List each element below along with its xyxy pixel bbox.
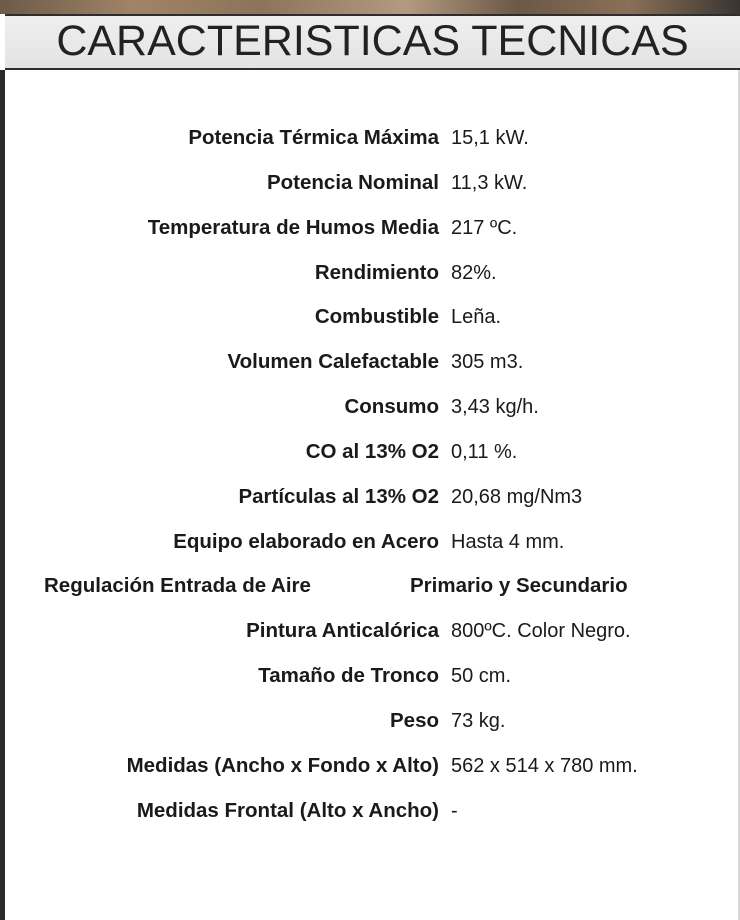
spec-label: Rendimiento [314, 260, 439, 284]
spec-value: 15,1 kW. [451, 127, 529, 149]
spec-value: 73 kg. [451, 709, 506, 732]
spec-value: 217 ºC. [451, 216, 518, 239]
spec-row [0, 340, 740, 385]
spec-row [0, 430, 740, 475]
spec-label: Consumo [344, 395, 439, 419]
spec-row [0, 744, 740, 789]
spec-label: Medidas (Ancho x Fondo x Alto) [126, 753, 439, 777]
spec-label: Volumen Calefactable [227, 350, 439, 374]
spec-row [0, 699, 740, 744]
spec-row [0, 116, 740, 161]
spec-row [0, 295, 740, 340]
spec-row [0, 609, 740, 654]
spec-row [0, 251, 740, 296]
specs-table [0, 116, 740, 834]
spec-value: 3,43 kg/h. [451, 396, 539, 419]
spec-row [0, 564, 740, 609]
spec-value: 11,3 kW. [451, 171, 528, 194]
page-title: CARACTERISTICAS TECNICAS [56, 17, 689, 65]
spec-label: Potencia Nominal [266, 170, 439, 194]
spec-label: Equipo elaborado en Acero [173, 529, 439, 553]
spec-value: 0,11 %. [451, 440, 518, 463]
spec-label: Partículas al 13% O2 [238, 484, 439, 508]
spec-label: Regulación Entrada de Aire [44, 574, 311, 598]
spec-value: 562 x 514 x 780 mm. [451, 754, 638, 777]
spec-value: 20,68 mg/Nm3 [451, 485, 583, 508]
spec-label: Peso [390, 708, 439, 732]
spec-row [0, 654, 740, 699]
spec-value: 800ºC. Color Negro. [451, 620, 631, 643]
spec-value: 305 m3. [451, 351, 524, 374]
spec-value: 82%. [451, 261, 497, 284]
spec-row [0, 475, 740, 520]
spec-row [0, 789, 740, 834]
spec-label: Potencia Térmica Máxima [188, 126, 439, 149]
header-background-image [0, 0, 740, 14]
spec-value: Primario y Secundario [410, 574, 628, 598]
spec-value: 50 cm. [451, 665, 512, 688]
spec-label: Pintura Anticalórica [246, 619, 439, 643]
spec-label: Temperatura de Humos Media [147, 215, 439, 239]
spec-label: Tamaño de Tronco [258, 664, 439, 688]
spec-label: CO al 13% O2 [305, 439, 439, 463]
spec-row [0, 206, 740, 251]
spec-value: Leña. [451, 306, 502, 329]
spec-label: Medidas Frontal (Alto x Ancho) [136, 798, 439, 822]
spec-value: - [451, 799, 458, 822]
spec-label: Combustible [314, 305, 439, 329]
spec-row [0, 520, 740, 565]
title-bar [5, 14, 740, 70]
spec-value: Hasta 4 mm. [451, 530, 565, 553]
spec-row [0, 385, 740, 430]
spec-row [0, 161, 740, 206]
